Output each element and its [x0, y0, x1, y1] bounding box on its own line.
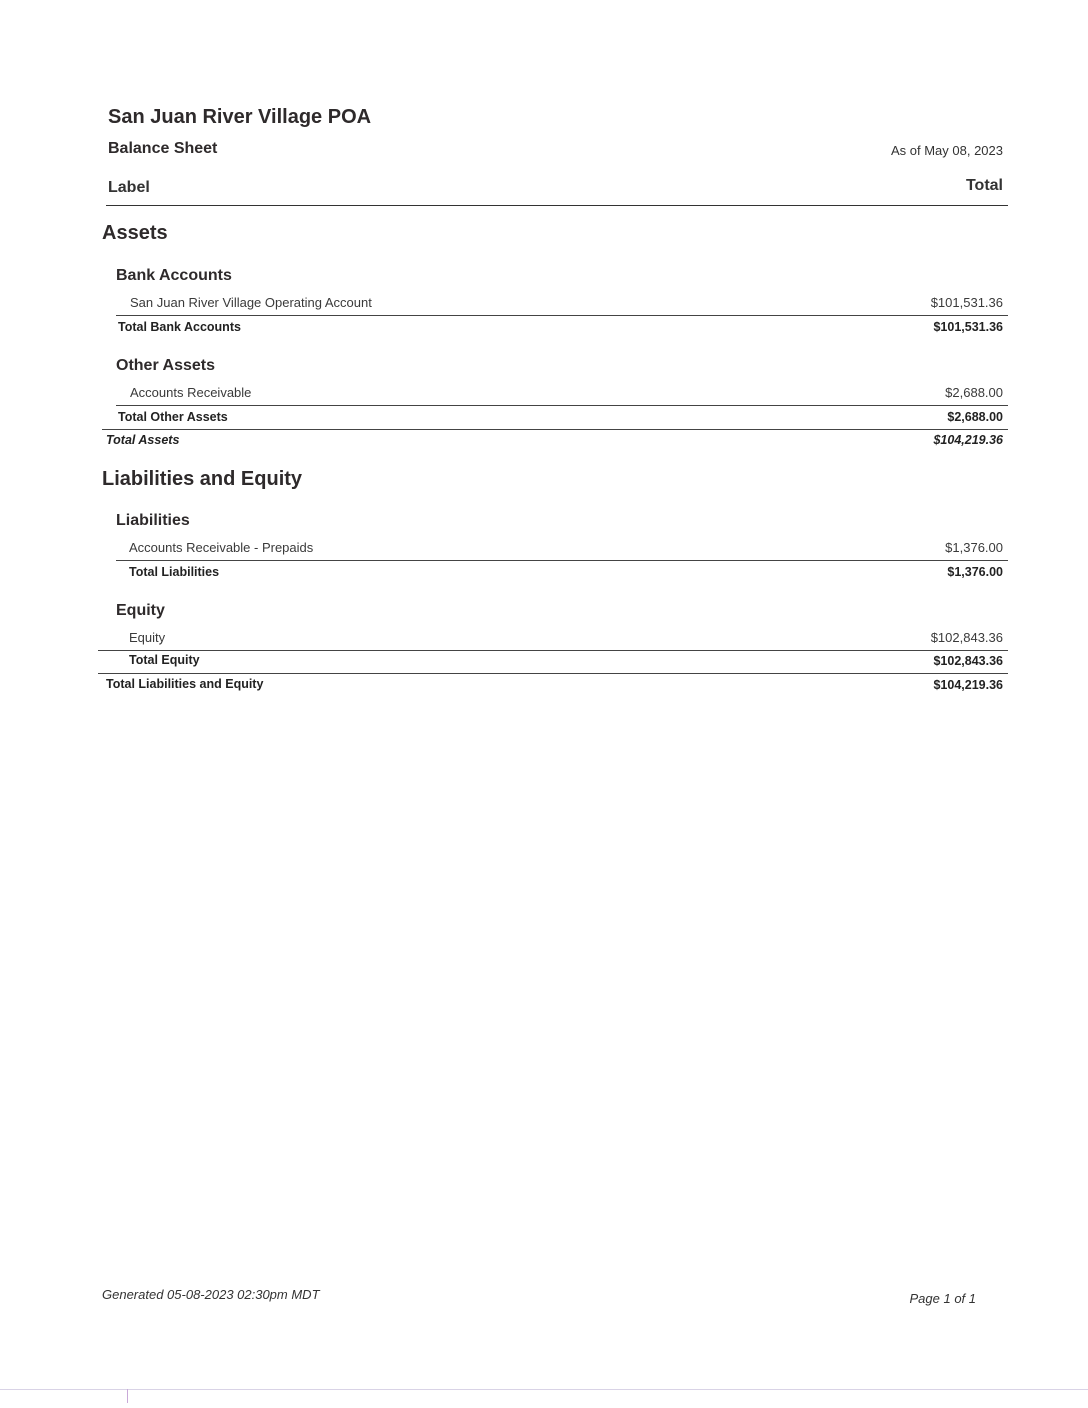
section-heading-liabilities-equity: Liabilities and Equity: [102, 468, 303, 490]
subsection-heading-equity: Equity: [116, 602, 165, 619]
line-item-amount: $1,376.00: [945, 540, 1003, 555]
subsection-heading-bank-accounts: Bank Accounts: [116, 267, 232, 284]
line-item-amount: $101,531.36: [930, 295, 1003, 310]
page-number: Page 1 of 1: [909, 1291, 976, 1306]
generated-timestamp: Generated 05-08-2023 02:30pm MDT: [102, 1287, 320, 1302]
header-divider: [106, 205, 1008, 206]
total-assets-amount: $104,219.36: [933, 433, 1003, 447]
section-heading-assets: Assets: [102, 222, 168, 244]
scan-edge-line: [0, 1389, 1088, 1390]
subtotal-amount: $102,843.36: [933, 654, 1003, 668]
subtotal-label: Total Bank Accounts: [118, 320, 241, 334]
line-item-label: Accounts Receivable - Prepaids: [129, 540, 314, 555]
scan-edge-mark: [127, 1389, 128, 1403]
subsection-heading-other-assets: Other Assets: [116, 357, 215, 374]
subtotal-divider: [116, 560, 1008, 561]
subtotal-divider: [116, 405, 1008, 406]
subtotal-amount: $101,531.36: [933, 320, 1003, 334]
line-item-amount: $102,843.36: [930, 630, 1003, 645]
report-name: Balance Sheet: [108, 140, 218, 157]
subtotal-amount: $2,688.00: [947, 410, 1003, 424]
total-divider: [98, 673, 1008, 674]
subtotal-divider: [116, 315, 1008, 316]
subtotal-label: Total Liabilities: [129, 565, 220, 579]
subsection-heading-liabilities: Liabilities: [116, 512, 190, 529]
subtotal-amount: $1,376.00: [947, 565, 1003, 579]
line-item-label: San Juan River Village Operating Account: [130, 295, 372, 310]
total-divider: [102, 429, 1008, 430]
column-header-label: Label: [108, 179, 150, 196]
total-liabilities-equity-label: Total Liabilities and Equity: [106, 677, 264, 691]
subtotal-label: Total Other Assets: [118, 410, 228, 424]
total-liabilities-equity-amount: $104,219.36: [933, 678, 1003, 692]
line-item-amount: $2,688.00: [945, 385, 1003, 400]
total-assets-label: Total Assets: [106, 433, 180, 447]
line-item-label: Equity: [129, 630, 166, 645]
column-header-total: Total: [965, 177, 1003, 194]
organization-title: San Juan River Village POA: [108, 106, 372, 128]
report-date: As of May 08, 2023: [890, 143, 1003, 158]
line-item-label: Accounts Receivable: [130, 385, 252, 400]
subtotal-divider: [98, 650, 1008, 651]
subtotal-label: Total Equity: [129, 653, 200, 667]
